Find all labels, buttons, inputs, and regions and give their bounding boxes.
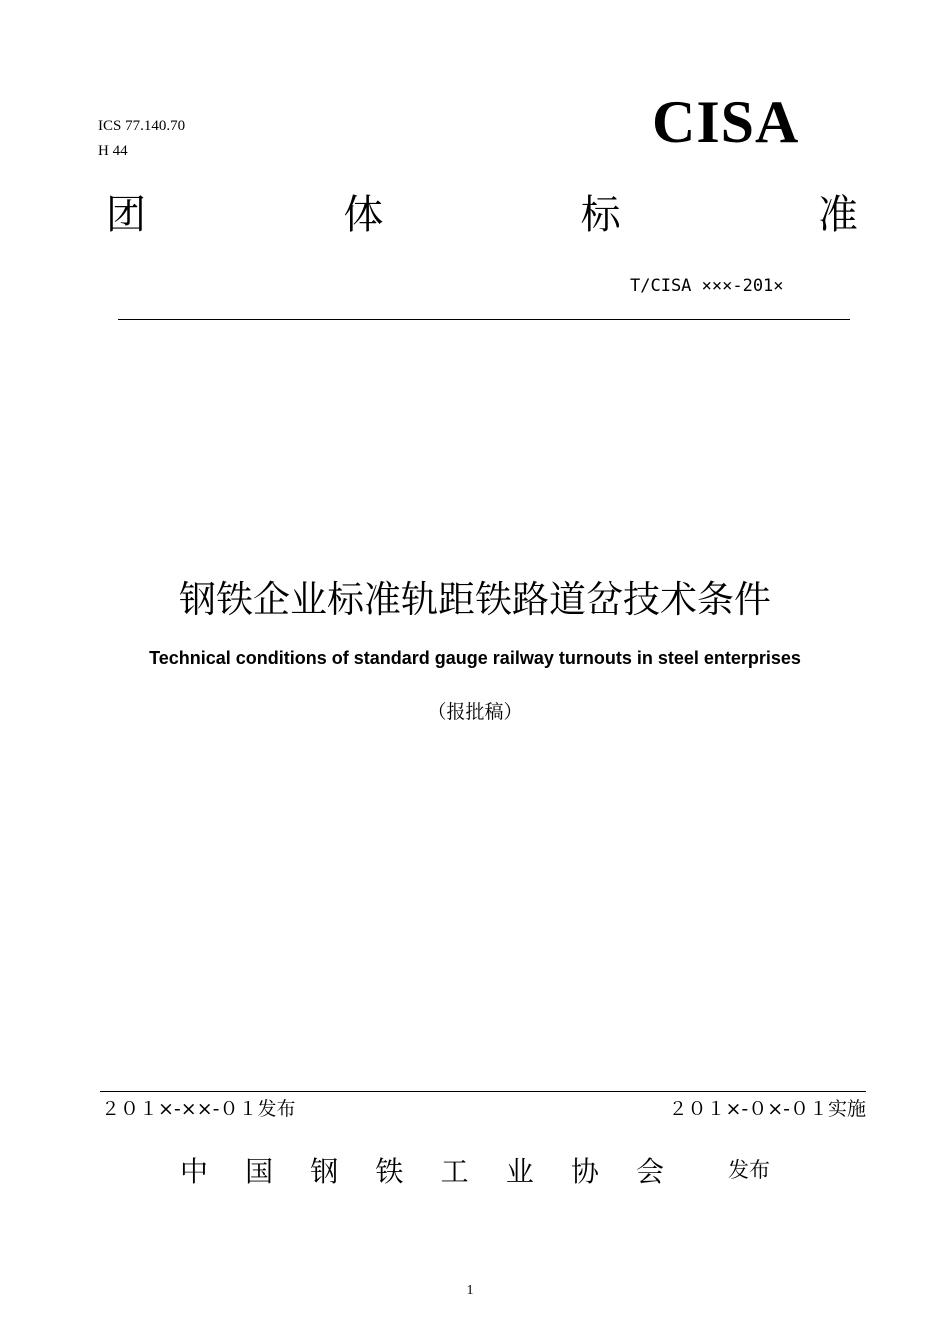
standard-type-heading bbox=[106, 186, 858, 236]
issuer-char: 中 bbox=[180, 1155, 209, 1188]
title-chinese: 钢铁企业标准轨距铁路道岔技术条件 bbox=[179, 578, 771, 621]
top-divider bbox=[118, 319, 850, 320]
issuer-char: 国 bbox=[245, 1155, 274, 1188]
issuer-char: 铁 bbox=[375, 1155, 404, 1188]
issuer-char: 钢 bbox=[310, 1155, 339, 1188]
issuer-char: 协 bbox=[570, 1155, 599, 1188]
heading-char: 标 bbox=[580, 191, 621, 238]
draft-status: （报批稿） bbox=[427, 701, 523, 723]
heading-char: 团 bbox=[106, 191, 146, 238]
classification-code: H 44 bbox=[98, 143, 128, 159]
heading-char: 体 bbox=[343, 191, 384, 238]
heading-char: 准 bbox=[817, 191, 858, 238]
page-number: 1 bbox=[466, 1283, 474, 1298]
ics-code: ICS 77.140.70 bbox=[98, 118, 186, 134]
title-english: Technical conditions of standard gauge railway turnouts in steel enterprises bbox=[149, 648, 801, 668]
issuer-char: 业 bbox=[505, 1155, 534, 1188]
issuer-char: 会 bbox=[635, 1155, 664, 1188]
issuer-char: 工 bbox=[440, 1155, 469, 1188]
issuer-name bbox=[180, 1150, 664, 1190]
cisa-logo: CISA bbox=[652, 89, 800, 155]
standard-number: T/CISA ×××-201× bbox=[630, 276, 784, 296]
ics-block bbox=[98, 114, 185, 164]
implement-date: ２０１×-０×-０１实施 bbox=[668, 1098, 866, 1120]
bottom-divider bbox=[100, 1091, 866, 1092]
issue-action: 发布 bbox=[728, 1158, 770, 1182]
publish-date: ２０１×-××-０１发布 bbox=[101, 1098, 296, 1120]
